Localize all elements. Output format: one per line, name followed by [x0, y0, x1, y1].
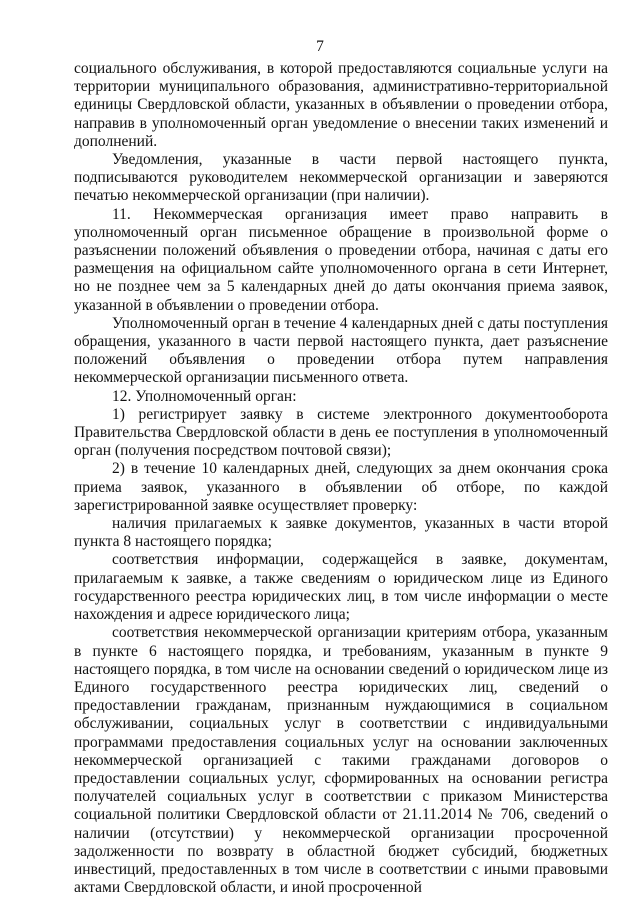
paragraph-subitem-2: 2) в течение 10 календарных дней, следующих за днем окончания срока приема заявок, указанного в объявлении об отборе, по каждой зарегистрированной заявке осуществляет проверку:	[74, 460, 608, 514]
paragraph-item-12: 12. Уполномоченный орган:	[112, 387, 297, 405]
document-body	[74, 60, 608, 897]
paragraph-continuation: социального обслуживания, в которой предоставляются социальные услуги на территории муниципального образования, административно-территориальной единицы Свердловской области, указанных в объявлении о проведении отбора, направив в уполномоченный орган уведомление о внесении таких изменений и дополнений.	[74, 60, 608, 150]
paragraph-item-11: 11. Некоммерческая организация имеет право направить в уполномоченный орган письменное обращение в произвольной форме о разъяснении положений объявления о проведении отбора, начиная с даты его размещения на официальном сайте уполномоченного органа в сети Интернет, но не позднее чем за 5 календарных дней до даты окончания приема заявок, указанной в объявлении о проведении отбора.	[74, 205, 608, 314]
paragraph-check-documents: наличия прилагаемых к заявке документов, указанных в части второй пункта 8 настоящего порядка;	[74, 515, 608, 551]
paragraph-clarification-response: Уполномоченный орган в течение 4 календарных дней с даты поступления обращения, указанного в части первой настоящего пункта, дает разъяснение положений объявления о проведении отбора путем направления некоммерческой организации письменного ответа.	[74, 314, 608, 387]
paragraph-subitem-1: 1) регистрирует заявку в системе электронного документооборота Правительства Свердловской области в день ее поступления в уполномоченный орган (получения посредством почтовой связи);	[74, 405, 608, 460]
paragraph-check-information: соответствия информации, содержащейся в заявке, документам, прилагаемым к заявке, а также сведениям о юридическом лице из Единого государственного реестра юридических лиц, в том числе информации о месте нахождения и адресе юридического лица;	[74, 551, 608, 624]
paragraph-notifications-signature: Уведомления, указанные в части первой настоящего пункта, подписываются руководителем некоммерческой организации и заверяются печатью некоммерческой организации (при наличии).	[74, 151, 608, 205]
paragraph-check-criteria: соответствия некоммерческой организации критериям отбора, указанным в пункте 6 настоящего порядка, и требованиям, указанным в пункте 9 настоящего порядка, в том числе на основании сведений о юридическом лице из Единого государственного реестра юридических лиц, сведений о предоставлении гражданам, признанным нуждающимися в социальном обслуживании, социальных услуг в соответствии с индивидуальными программами предоставления социальных услуг на основании заключенных некоммерческой организацией с такими гражданами договоров о предоставлении социальных услуг, сформированных на основании регистра получателей социальных услуг в соответствии с приказом Министерства социальной политики Свердловской области от 21.11.2014 № 706, сведений о наличии (отсутствии) у некоммерческой организации просроченной задолженности по возврату в областной бюджет субсидий, бюджетных инвестиций, предоставленных в том числе в соответствии с иными правовыми актами Свердловской области, и иной просроченной	[74, 624, 608, 897]
page-number: 7	[316, 38, 324, 55]
